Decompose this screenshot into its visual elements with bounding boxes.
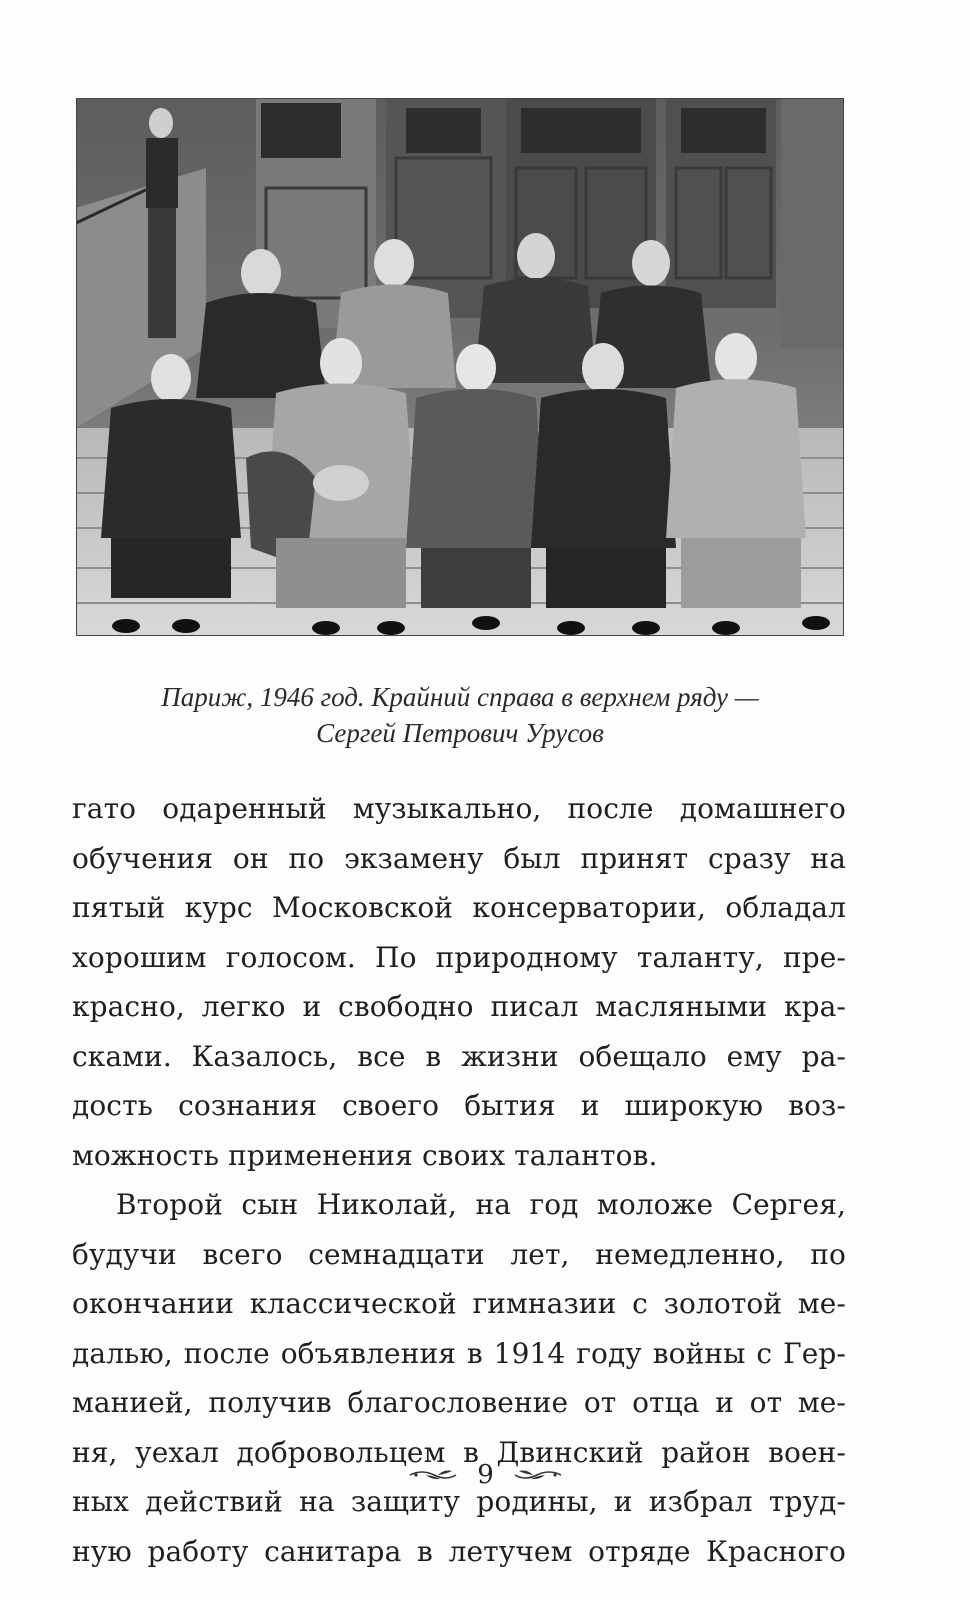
text-line: пятый курс Московской консерватории, обладал — [72, 891, 846, 924]
floral-ornament-icon — [408, 1467, 458, 1483]
page-footer — [0, 1460, 971, 1500]
text-line: ных действий на защиту родины, и избрал труд- — [72, 1485, 846, 1518]
text-line: дость сознания своего бытия и широкую воз- — [72, 1089, 846, 1122]
text-line: можность применения своих талантов. — [72, 1138, 658, 1172]
photo-caption-line-2: Сергей Петрович Урусов — [316, 718, 604, 748]
text-line: ня, уехал добровольцем в Двинский район воен- — [72, 1435, 846, 1469]
group-portrait-photo — [76, 98, 844, 636]
photo-caption-line-1: Париж, 1946 год. Крайний справа в верхнем ряду — — [161, 682, 759, 712]
text-line: красно, легко и свободно писал масляными кра- — [72, 990, 846, 1023]
text-line: далью, после объявления в 1914 году войны с Гер- — [72, 1336, 846, 1370]
text-line: гато одаренный музыкально, после домашнего — [72, 792, 846, 825]
text-line: обучения он по экзамену был принят сразу на — [72, 841, 846, 875]
text-line: хорошим голосом. По природному таланту, пре- — [72, 940, 846, 974]
floral-ornament-icon — [513, 1467, 563, 1483]
text-line: будучи всего семнадцати лет, немедленно, по — [72, 1237, 846, 1271]
text-line: ную работу санитара в летучем отряде Красного — [72, 1534, 846, 1568]
text-line: сками. Казалось, все в жизни обещало ему ра- — [72, 1039, 846, 1073]
page-number: 9 — [477, 1460, 494, 1490]
body-text — [72, 784, 846, 1576]
text-line: манией, получив благословение от отца и от ме- — [72, 1386, 846, 1419]
text-line: окончании классической гимназии с золотой ме- — [72, 1287, 846, 1320]
text-line-paragraph-start: Второй сын Николай, на год моложе Сергея, — [116, 1188, 846, 1221]
